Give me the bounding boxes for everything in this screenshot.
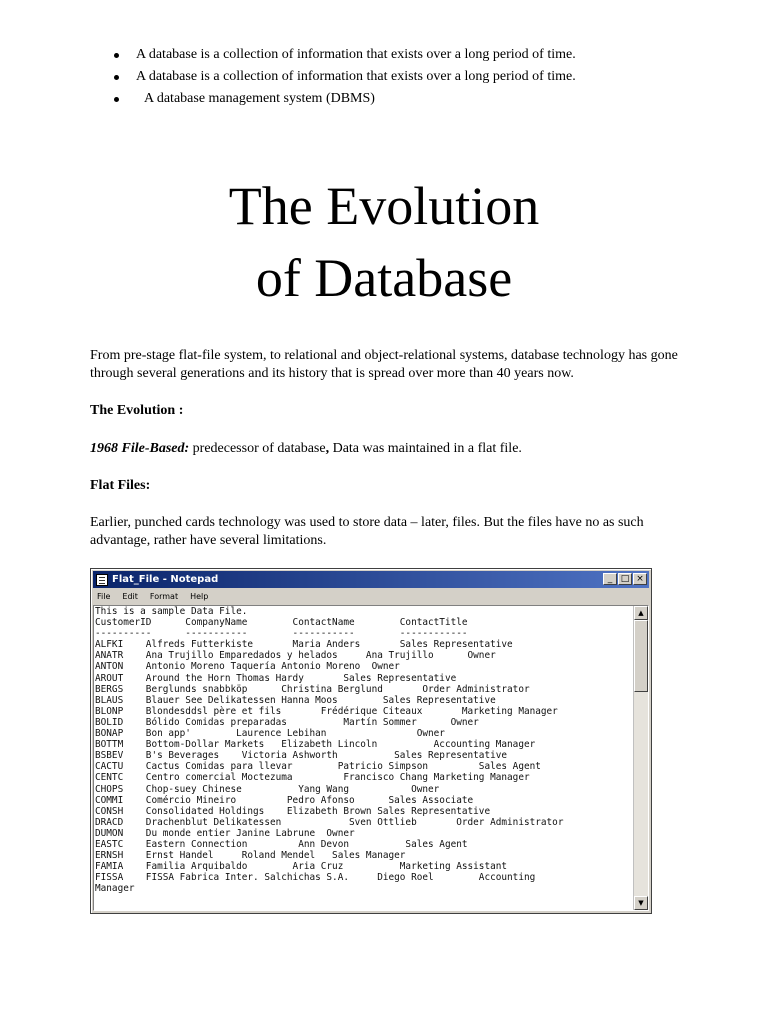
file-line: BLAUS Blauer See Delikatessen Hanna Moos Sales Representative bbox=[95, 694, 496, 706]
window-controls bbox=[603, 573, 647, 585]
menu-file[interactable]: File bbox=[97, 592, 111, 601]
file-line: Manager bbox=[95, 883, 135, 895]
scroll-up-icon[interactable]: ▲ bbox=[634, 606, 648, 620]
file-line: EASTC Eastern Connection Ann Devon Sales Agent bbox=[95, 838, 468, 850]
menu-format[interactable]: Format bbox=[149, 592, 179, 601]
file-line: CACTU Cactus Comidas para llevar Patricio Simpson Sales Agent bbox=[95, 761, 541, 773]
notepad-icon bbox=[96, 574, 108, 586]
definition-bullet-list bbox=[112, 44, 576, 110]
close-button[interactable]: × bbox=[633, 573, 647, 585]
file-line: ANATR Ana Trujillo Emparedados y helados Ana Trujillo Owner bbox=[95, 650, 496, 662]
file-line: DUMON Du monde entier Janine Labrune Owner bbox=[95, 827, 355, 839]
file-based-paragraph bbox=[90, 440, 690, 458]
file-line: BOLID Bólido Comidas preparadas Martín Sommer Owner bbox=[95, 716, 479, 728]
file-line: FAMIA Familia Arquibaldo Aria Cruz Marketing Assistant bbox=[95, 861, 508, 873]
scroll-down-icon[interactable]: ▼ bbox=[634, 896, 648, 910]
file-based-text-a: predecessor of database bbox=[189, 441, 326, 456]
file-line: CENTC Centro comercial Moctezuma Francisco Chang Marketing Manager bbox=[95, 772, 530, 784]
file-line: BSBEV B's Beverages Victoria Ashworth Sales Representative bbox=[95, 750, 508, 762]
bullet-text: A database is a collection of information that exists over a long period of time. bbox=[136, 47, 576, 62]
file-line: BLONP Blondesddsl père et fils Frédérique Citeaux Marketing Manager bbox=[95, 705, 558, 717]
bullet-text: A database management system (DBMS) bbox=[144, 91, 375, 106]
bullet-dot-icon bbox=[114, 97, 119, 102]
file-based-text-b: Data was maintained in a flat file. bbox=[329, 441, 522, 456]
file-content[interactable] bbox=[95, 606, 632, 894]
bullet-dot-icon bbox=[114, 75, 119, 80]
file-line: BOTTM Bottom-Dollar Markets Elizabeth Lincoln Accounting Manager bbox=[95, 739, 536, 751]
flat-files-heading: Flat Files: bbox=[90, 478, 151, 493]
file-line: ERNSH Ernst Handel Roland Mendel Sales Manager bbox=[95, 850, 406, 862]
menu-edit[interactable]: Edit bbox=[122, 592, 138, 601]
file-line: CONSH Consolidated Holdings Elizabeth Brown Sales Representative bbox=[95, 805, 491, 817]
flat-files-paragraph: Earlier, punched cards technology was used to store data – later, files. But the files have no as such advantage, rather have several limitations. bbox=[90, 515, 644, 548]
file-line: BERGS Berglunds snabbköp Christina Berglund Order Administrator bbox=[95, 683, 530, 695]
file-line: ALFKI Alfreds Futterkiste Maria Anders Sales Representative bbox=[95, 639, 513, 651]
bullet-item bbox=[112, 88, 576, 110]
bullet-item bbox=[112, 44, 576, 66]
minimize-button[interactable]: _ bbox=[603, 573, 617, 585]
vertical-scrollbar[interactable] bbox=[633, 606, 648, 910]
intro-paragraph: From pre-stage flat-file system, to relational and object-relational systems, database technology has gone through several generations and its history that is spread over more than 40 years now. bbox=[90, 348, 678, 381]
file-line: COMMI Comércio Mineiro Pedro Afonso Sales Associate bbox=[95, 794, 474, 806]
file-line: CustomerID CompanyName ContactName ContactTitle bbox=[95, 617, 468, 629]
window-titlebar[interactable] bbox=[93, 571, 649, 588]
notepad-window bbox=[90, 568, 652, 914]
evolution-heading: The Evolution : bbox=[90, 403, 184, 418]
maximize-button[interactable]: □ bbox=[618, 573, 632, 585]
file-line: DRACD Drachenblut Delikatessen Sven Ottlieb Order Administrator bbox=[95, 816, 564, 828]
file-based-comma: , bbox=[325, 441, 330, 456]
file-line: BONAP Bon app' Laurence Lebihan Owner bbox=[95, 728, 445, 740]
page-title bbox=[0, 170, 768, 314]
scroll-thumb[interactable] bbox=[634, 620, 648, 692]
menu-bar bbox=[93, 589, 649, 605]
text-edit-area[interactable] bbox=[93, 605, 649, 911]
title-line-2: of Database bbox=[255, 248, 513, 308]
bullet-item bbox=[112, 66, 576, 88]
file-line: AROUT Around the Horn Thomas Hardy Sales Representative bbox=[95, 672, 457, 684]
file-line: ANTON Antonio Moreno Taquería Antonio Moreno Owner bbox=[95, 661, 400, 673]
window-title: Flat_File - Notepad bbox=[112, 574, 219, 585]
title-line-1: The Evolution bbox=[228, 176, 540, 236]
file-line: This is a sample Data File. bbox=[95, 606, 248, 617]
file-based-lead: 1968 File-Based: bbox=[90, 441, 190, 456]
file-line: CHOPS Chop-suey Chinese Yang Wang Owner bbox=[95, 783, 440, 795]
bullet-text: A database is a collection of information that exists over a long period of time. bbox=[136, 69, 576, 84]
menu-help[interactable]: Help bbox=[190, 592, 209, 601]
file-line: ---------- ----------- ----------- ------------ bbox=[95, 628, 468, 640]
bullet-dot-icon bbox=[114, 53, 119, 58]
file-line: FISSA FISSA Fabrica Inter. Salchichas S.A. Diego Roel Accounting bbox=[95, 872, 536, 884]
